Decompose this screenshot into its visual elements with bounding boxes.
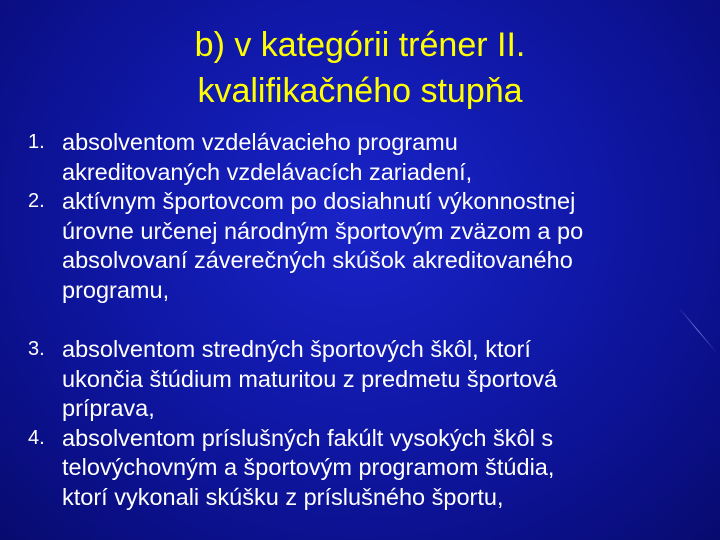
list-item-text-line: telovýchovným a športovým programom štúdia, [62, 454, 555, 480]
list-item-text-line: programu, [62, 276, 170, 303]
title-line-2: kvalifikačného stupňa [197, 72, 523, 110]
list-item-1 [28, 128, 700, 187]
list-item-text-line: úrovne určenej národným športovým zväzom a po [62, 217, 584, 244]
list-item-text-line: akreditovaných vzdelávacích zariadení, [62, 158, 473, 185]
numbered-list [28, 128, 700, 512]
list-item-text-line: ktorí vykonali skúšku z príslušného športu, [62, 483, 504, 510]
list-item-4 [28, 424, 700, 513]
list-item-text-line: aktívnym športovcom po dosiahnutí výkonnostnej [62, 188, 576, 214]
list-item-text-line: absolvovaní záverečných skúšok akreditovaného [62, 247, 573, 273]
list-item-3 [28, 335, 700, 424]
list-item-text-line: ukončia štúdium maturitou z predmetu športová [62, 365, 558, 392]
list-item-2 [28, 187, 700, 305]
list-number: 1. [28, 131, 45, 153]
list-number: 2. [28, 190, 45, 212]
title-line-1: b) v kategórii tréner II. [194, 26, 526, 64]
list-item-text-line: príprava, [62, 395, 155, 421]
list-number: 4. [28, 426, 45, 449]
list-item-text-line: absolventom stredných športových škôl, ktorí [62, 336, 531, 362]
list-item-text-line: absolventom príslušných fakúlt vysokých škôl s [62, 424, 554, 451]
list-number: 3. [28, 338, 45, 360]
slide-title [0, 22, 720, 114]
list-item-text-line: absolventom vzdelávacieho programu [62, 129, 458, 155]
